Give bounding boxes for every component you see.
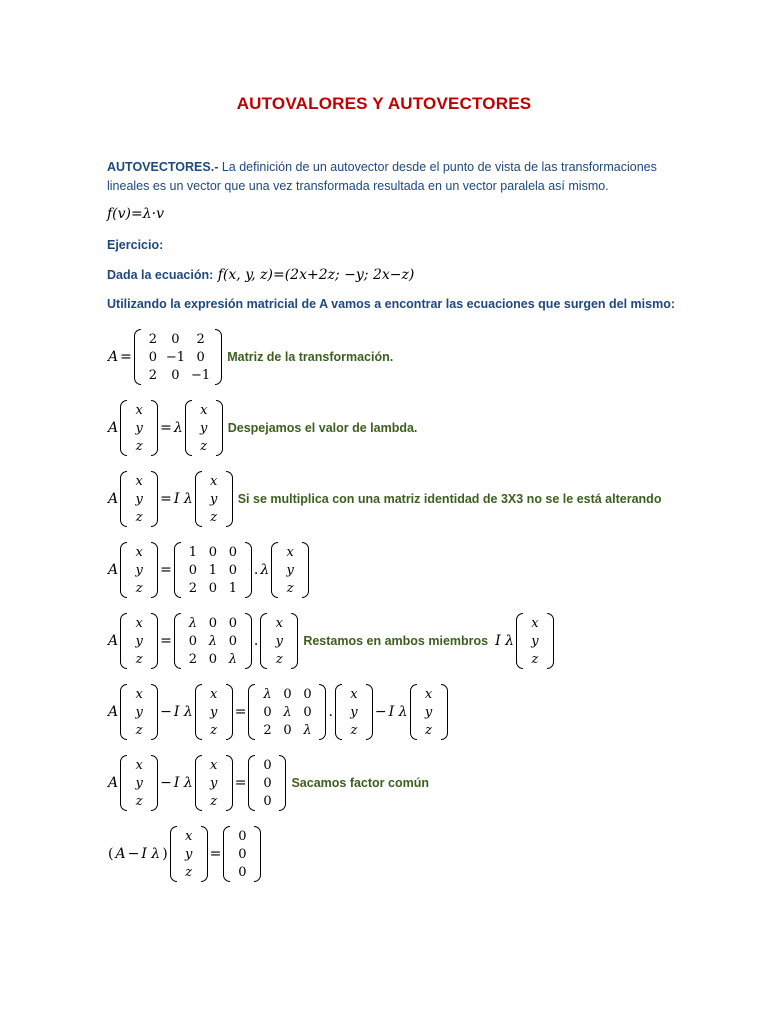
matrix-a: 2 0 2 0 −1 0 2 0 −1 xyxy=(134,329,222,385)
lambda-matrix: λ 0 0 0 λ 0 2 0 λ xyxy=(174,613,252,669)
intro-paragraph xyxy=(107,158,657,196)
identity-matrix: 1 0 0 0 1 0 2 0 1 xyxy=(174,542,252,598)
formula-fv: f(v)=λ·v xyxy=(107,206,164,222)
equation-step-8: ( A − I λ ) x y z = 0 0 0 xyxy=(107,826,262,882)
intro-line-1: La definición de un autovector desde el punto de vista de las transformaciones xyxy=(221,160,657,174)
page-title: AUTOVALORES Y AUTOVECTORES xyxy=(236,94,532,113)
dada-equation: f(x, y, z)=(2x+2z; −y; 2x−z) xyxy=(217,267,415,283)
equation-matrix-a: A = 2 0 2 0 −1 0 2 0 −1 Matriz de la transformación. xyxy=(107,329,393,385)
dada-line xyxy=(107,266,414,284)
ejercicio-label: Ejercicio: xyxy=(107,238,164,252)
utilizando-text: Utilizando la expresión matricial de A vamos a encontrar las ecuaciones que surgen del mismo: xyxy=(107,297,676,311)
equation-step-3: A x y z = I λ x y z Si se multiplica con una matriz identidad de 3X3 no se le está alterando xyxy=(107,471,661,527)
note-step-5: Restamos en ambos miembros xyxy=(303,634,489,648)
intro-line-2: lineales es un vector que una vez transformada resultada en un vector paralela así mismo. xyxy=(107,179,609,193)
equation-step-4: A x y z = 1 0 0 0 1 0 2 0 1 . λ x y z xyxy=(107,542,310,598)
intro-label: AUTOVECTORES.- xyxy=(107,160,219,174)
note-matrix-a: Matriz de la transformación. xyxy=(227,350,394,364)
equation-step-5: A x y z = λ 0 0 0 λ 0 2 0 λ . x y z Restamos en ambos miembros I λ x y z xyxy=(107,613,555,669)
note-step-7: Sacamos factor común xyxy=(291,776,429,790)
dada-label: Dada la ecuación: xyxy=(107,268,214,282)
equation-step-2: A x y z = λ x y z Despejamos el valor de lambda. xyxy=(107,400,417,456)
note-step-2: Despejamos el valor de lambda. xyxy=(227,421,418,435)
note-step-3: Si se multiplica con una matriz identidad de 3X3 no se le está alterando xyxy=(237,492,662,506)
equation-step-7: A x y z − I λ x y z = 0 0 0 Sacamos factor común xyxy=(107,755,429,811)
equation-step-6: A x y z − I λ x y z = λ 0 0 0 λ 0 2 0 λ . x y z − I λ x y z xyxy=(107,684,449,740)
